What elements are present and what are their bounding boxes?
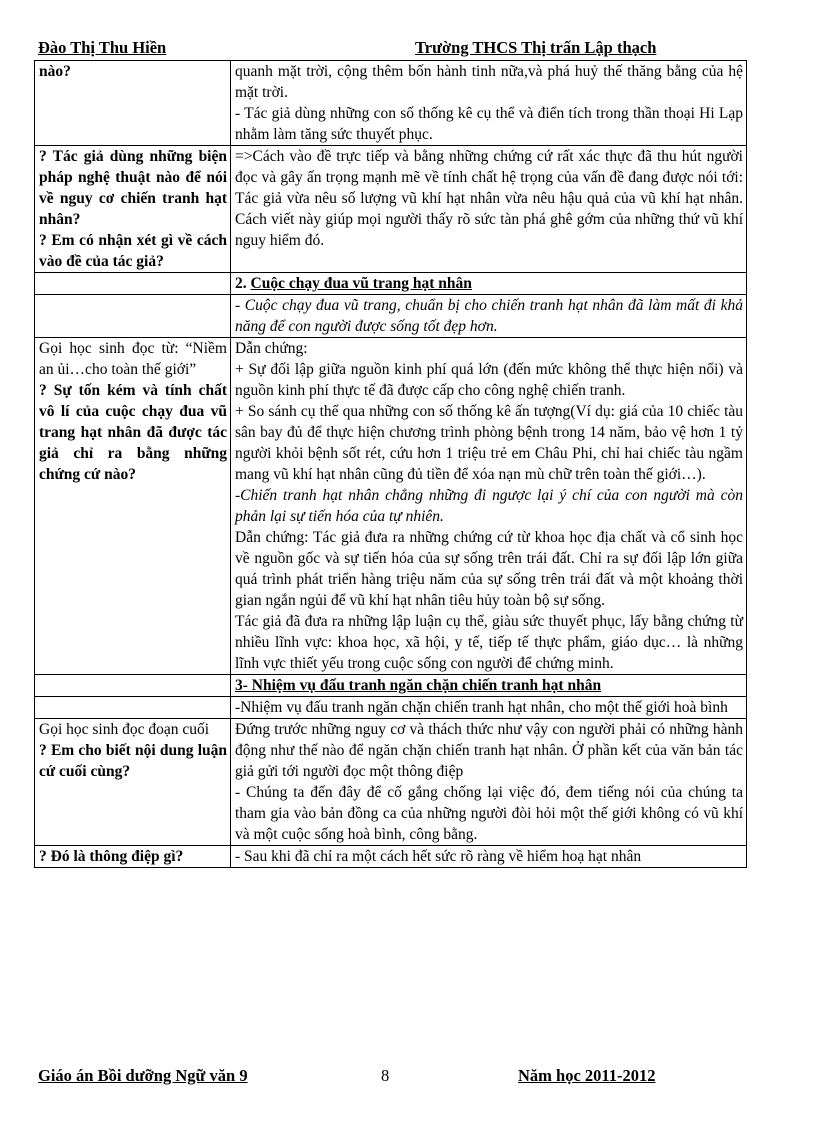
question-cell [35, 295, 231, 338]
section-heading-cell [231, 675, 747, 697]
table-row [35, 697, 747, 719]
table-row [35, 675, 747, 697]
table-row [35, 719, 747, 846]
answer-paragraph: - Sau khi đã chỉ ra một cách hết sức rõ ràng về hiểm hoạ hạt nhân [235, 848, 642, 865]
instruction-text: Gọi học sinh đọc đoạn cuối [39, 721, 210, 738]
question-text: ? Tác giả dùng những biện pháp nghệ thuật nào để nói về nguy cơ chiến tranh hạt nhân? [39, 148, 227, 228]
school-year: Năm học 2011-2012 [518, 1066, 656, 1085]
answer-paragraph: Đứng trước những nguy cơ và thách thức như vậy con người phải có những hành động như thế nào để ngăn chặn chiến tranh hạt nhân. Ở phần kết của văn bản tác giả gửi tới người đọc một thông điệp [235, 721, 743, 780]
question-text: ? Em có nhận xét gì về cách vào đề của tác giả? [39, 232, 227, 270]
evidence-item: + Sự đối lập giữa nguồn kinh phí quá lớn (đến mức không thể thực hiện nổi) và nguồn kinh phí thực tế đã được cấp cho công nghệ chiến tranh. [235, 361, 743, 399]
question-text: ? Em cho biết nội dung luận cứ cuối cùng? [39, 742, 227, 780]
table-row [35, 338, 747, 675]
question-text: nào? [39, 63, 71, 80]
page-number: 8 [381, 1066, 390, 1085]
answer-paragraph: - Tác giả dùng những con số thống kê cụ thể và điển tích trong thần thoại Hi Lạp nhằm làm tăng sức thuyết phục. [235, 105, 743, 143]
question-cell [35, 273, 231, 295]
section-heading-cell [231, 273, 747, 295]
answer-paragraph: =>Cách vào đề trực tiếp và bằng những chứng cứ rất xác thực đã thu hút người đọc và gây ấn trọng mạnh mẽ về tính chất hệ trọng của vấn đề đang được nói tới: Tác giả vừa nêu số lượng vũ khí hạt nhân vừa nêu hậu quả của vũ khí hạt nhân. Cách viết này giúp mọi người thấy rõ sức tàn phá ghê gớm của những thứ vũ khí nguy hiểm đó. [235, 148, 743, 249]
answer-paragraph: quanh mặt trời, cộng thêm bốn hành tinh nữa,và phá huỷ thế thăng bằng của hệ mặt trời. [235, 63, 743, 101]
question-cell [35, 719, 231, 846]
table-row [35, 61, 747, 146]
answer-cell [231, 338, 747, 675]
question-cell [35, 697, 231, 719]
answer-cell [231, 846, 747, 868]
question-text: ? Đó là thông điệp gì? [39, 848, 184, 865]
evidence-item: + So sánh cụ thể qua những con số thống kê ấn tượng(Ví dụ: giá của 10 chiếc tàu sân bay đủ để thực hiện chương trình phòng bệnh trong 14 năm, bảo vệ hơn 1 tỷ người khỏi bệnh sốt rét, cứu hơn 1 triệu trẻ em Châu Phi, chỉ hai chiếc tàu ngầm mang vũ khí hạt nhân cũng đủ tiền để xóa nạn mù chữ trên toàn thế giới…). [235, 403, 743, 483]
section-title: 3- Nhiệm vụ đấu tranh ngăn chặn chiến tranh hạt nhân [235, 677, 602, 694]
school-name: Trường THCS Thị trấn Lập thạch [415, 38, 657, 57]
footer-title: Giáo án Bồi dưỡng Ngữ văn 9 [38, 1066, 248, 1085]
answer-cell [231, 697, 747, 719]
question-cell [35, 338, 231, 675]
question-cell [35, 146, 231, 273]
answer-cell [231, 719, 747, 846]
section-title: 2. Cuộc chạy đua vũ trang hạt nhân [235, 275, 472, 292]
evidence-item: Dẫn chứng: Tác giả đưa ra những chứng cứ từ khoa học địa chất và cổ sinh học về nguồn gốc và sự tiến hóa của sự sống trên trái đất. Chỉ ra sự đối lập lớn giữa quá trình phát triển hàng triệu năm của sự sống trên trái đất và một khoảng thời gian ngắn ngủi để vũ khí hạt nhân tiêu hủy toàn bộ sự sống. [235, 529, 743, 609]
answer-cell [231, 146, 747, 273]
lesson-table [34, 60, 747, 868]
page-header [38, 38, 706, 60]
answer-cell [231, 61, 747, 146]
question-text: ? Sự tốn kém và tính chất vô lí của cuộc chạy đua vũ trang hạt nhân đã được tác giả chỉ ra bằng những chứng cứ nào? [39, 382, 227, 483]
instruction-text: Gọi học sinh đọc từ: “Niềm an ủi…cho toàn thế giới” [39, 340, 227, 378]
table-row [35, 146, 747, 273]
conclusion-text: Tác giả đã đưa ra những lập luận cụ thể, giàu sức thuyết phục, lấy bằng chứng từ nhiều lĩnh vực: khoa học, xã hội, y tế, tiếp tế thực phẩm, giáo dục… là những lĩnh vực thiết yếu trong cuộc sống con người để chứng minh. [235, 613, 743, 672]
evidence-label: Dẫn chứng: [235, 340, 308, 357]
key-point: -Nhiệm vụ đấu tranh ngăn chặn chiến tranh hạt nhân, cho một thế giới hoà bình [235, 699, 728, 716]
answer-cell [231, 295, 747, 338]
question-cell [35, 846, 231, 868]
answer-paragraph: - Chúng ta đến đây để cố gắng chống lại việc đó, đem tiếng nói của chúng ta tham gia vào bản đồng ca của những người đòi hỏi một thế giới không có vũ khí và một cuộc sống hoà bình, công bằng. [235, 784, 743, 843]
author-name: Đào Thị Thu Hiền [38, 38, 167, 57]
table-row [35, 273, 747, 295]
question-cell [35, 675, 231, 697]
page-footer [38, 1066, 738, 1088]
question-cell [35, 61, 231, 146]
key-point: -Chiến tranh hạt nhân chẳng những đi ngược lại ý chí của con người mà còn phản lại sự tiến hóa của tự nhiên. [235, 487, 743, 525]
table-row [35, 295, 747, 338]
table-row [35, 846, 747, 868]
key-point: - Cuộc chạy đua vũ trang, chuẩn bị cho chiến tranh hạt nhân đã làm mất đi khả năng để con người được sống tốt đẹp hơn. [235, 297, 743, 335]
